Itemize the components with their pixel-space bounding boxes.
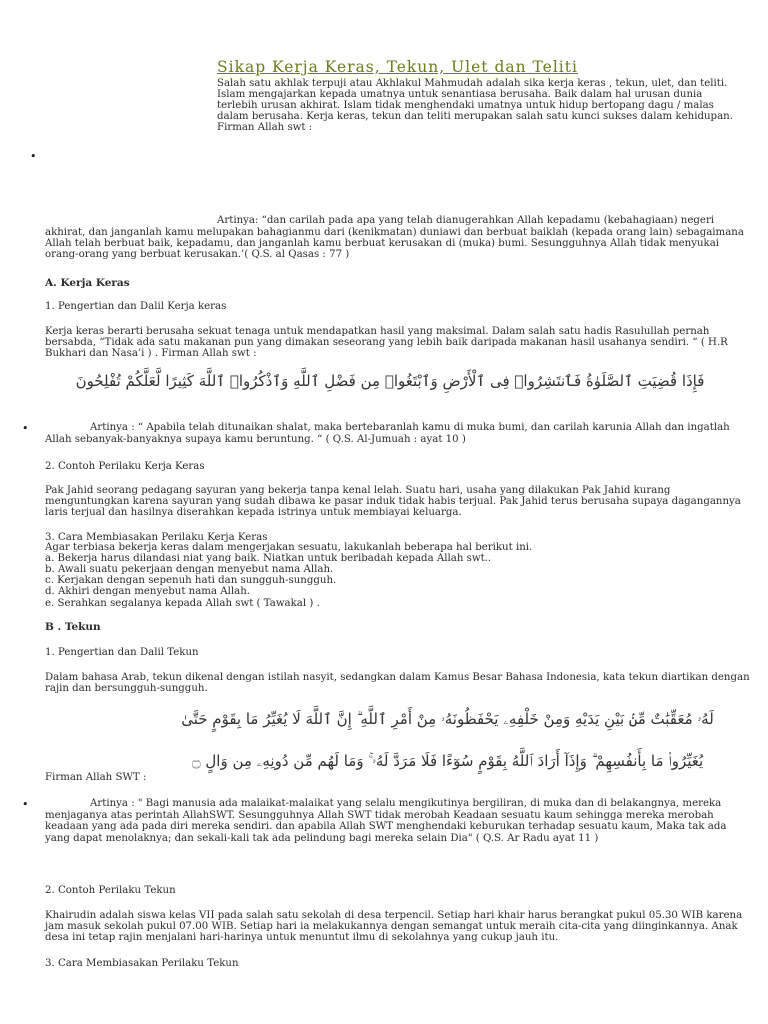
intro-line: dalam berusaha. Kerja keras, tekun dan teliti merupakan salah satu kunci sukses dalam kehidupan.: [217, 111, 733, 122]
translation-line: Allah sebanyak-banyaknya supaya kamu beruntung. “ ( Q.S. Al-Jumuah : ayat 10 ): [45, 434, 466, 445]
subsection-heading: 3. Cara Membiasakan Perilaku Kerja Keras: [45, 532, 268, 543]
intro-line: Islam mengajarkan kepada umatnya untuk senantiasa berusaha. Baik dalam hal urusan dunia: [217, 89, 703, 100]
firman-label: Firman Allah SWT :: [45, 772, 147, 783]
subsection-heading: 2. Contoh Perilaku Kerja Keras: [45, 461, 205, 472]
paragraph-line: Kerja keras berarti berusaha sekuat tenaga untuk mendapatkan hasil yang maksimal. Dalam salah satu hadis Rasulullah pernah: [45, 326, 710, 337]
translation-line: Artinya : “ Apabila telah ditunaikan shalat, maka bertebaranlah kamu di muka bumi, dan carilah karunia Allah dan ingatlah: [90, 422, 730, 433]
list-item: c. Kerjakan dengan sepenuh hati dan sungguh-sungguh.: [45, 575, 337, 586]
translation-line: Artinya : " Bagi manusia ada malaikat-malaikat yang selalu mengikutinya bergiliran, di muka dan di belakangnya, mereka: [90, 798, 722, 809]
translation-line: Artinya: “dan carilah pada apa yang telah dianugerahkan Allah kepadamu (kebahagiaan) negeri: [217, 215, 715, 226]
paragraph-line: Bukhari dan Nasa’i ) . Firman Allah swt :: [45, 348, 257, 359]
intro-line: terlebih urusan akhirat. Islam tidak menghendaki umatnya untuk hidup bertopang dagu / malas: [217, 100, 714, 111]
translation-line: akhirat, dan janganlah kamu melupakan bahagianmu dari (kenikmatan) duniawi dan berbuat baiklah (kepada orang lain) sebagaimana: [45, 227, 744, 238]
list-item: Agar terbiasa bekerja keras dalam mengerjakan sesuatu, lakukanlah beberapa hal berikut ini.: [45, 542, 533, 553]
arabic-verse-jumuah: فَإِذَا قُضِيَتِ ٱلصَّلَوٰةُ فَٱنتَشِرُوا۟ فِى ٱلْأَرْضِ وَٱبْتَغُوا۟ مِن فَضْلِ ٱللَّهِ وَٱذْكُرُوا۟ ٱللَّهَ كَثِيرًا لَّعَلَّكُمْ تُفْلِحُونَ: [75, 372, 705, 390]
paragraph-line: Pak Jahid seorang pedagang sayuran yang bekerja tanpa kenal lelah. Suatu hari, usaha yang dilakukan Pak Jahid kurang: [45, 485, 671, 496]
list-bullet: •: [30, 150, 37, 163]
translation-line: keadaan yang ada pada diri mereka sendiri. dan apabila Allah SWT menghendaki keburukan terhadap sesuatu kaum, Maka tak ada: [45, 821, 727, 832]
list-bullet: •: [22, 422, 29, 435]
arabic-verse-radu-line: يُغَيِّرُوا۟ مَا بِأَنفُسِهِمْ ۗ وَإِذَآ أَرَادَ ٱللَّهُ بِقَوْمٍ سُوٓءًا فَلَا مَرَدَّ لَهُۥ ۚ وَمَا لَهُم مِّن دُونِهِۦ مِن وَالٍ ۝: [191, 752, 704, 770]
translation-line: Allah telah berbuat baik, kepadamu, dan janganlah kamu berbuat kerusakan di (muka) bumi. Sesungguhnya Allah tidak menyukai: [45, 238, 720, 249]
subsection-heading: 3. Cara Membiasakan Perilaku Tekun: [45, 958, 239, 969]
document-title: Sikap Kerja Keras, Tekun, Ulet dan Teliti: [217, 58, 578, 76]
translation-line: yang dapat menolaknya; dan sekali-kali tak ada pelindung bagi mereka selain Dia" ( Q.S. Ar Radu ayat 11 ): [45, 833, 599, 844]
paragraph-line: jam masuk sekolah pukul 07.00 WIB. Setiap hari ia melakukannya dengan semangat untuk meraih cita-cita yang diinginkannya. Anak: [45, 921, 738, 932]
list-item: d. Akhiri dengan menyebut nama Allah.: [45, 586, 251, 597]
intro-line: Firman Allah swt :: [217, 122, 313, 133]
paragraph-line: menguntungkan karena sayuran yang sudah dibawa ke pasar induk tidak habis terjual. Pak Jahid terus berusaha supaya dagangannya: [45, 496, 741, 507]
paragraph-line: Khairudin adalah siswa kelas VII pada salah satu sekolah di desa terpencil. Setiap hari khair harus berangkat pukul 05.30 WIB karena: [45, 910, 743, 921]
section-heading: A. Kerja Keras: [45, 277, 130, 289]
intro-line: Salah satu akhlak terpuji atau Akhlakul Mahmudah adalah sika kerja keras , tekun, ulet, dan teliti.: [217, 78, 728, 89]
subsection-heading: 1. Pengertian dan Dalil Tekun: [45, 647, 199, 658]
paragraph-line: laris terjual dan hasilnya diserahkan kepada istrinya untuk membiayai keluarga.: [45, 507, 462, 518]
subsection-heading: 1. Pengertian dan Dalil Kerja keras: [45, 301, 227, 312]
list-item: e. Serahkan segalanya kepada Allah swt ( Tawakal ) .: [45, 598, 320, 609]
paragraph-line: rajin dan bersungguh-sungguh.: [45, 683, 208, 694]
list-item: a. Bekerja harus dilandasi niat yang baik. Niatkan untuk beribadah kepada Allah swt..: [45, 553, 492, 564]
paragraph-line: desa ini tetap rajin menjalani hari-harinya untuk menuntut ilmu di sekolahnya yang cukup jauh itu.: [45, 932, 559, 943]
paragraph-line: bersabda, “Tidak ada satu makanan pun yang dimakan seseorang yang lebih baik daripada makanan hasil usahanya sendiri. “ ( H.R: [45, 337, 728, 348]
list-bullet: •: [22, 798, 29, 811]
arabic-verse-radu-line: لَهُۥ مُعَقِّبَٰتٌ مِّنۢ بَيْنِ يَدَيْهِ وَمِنْ خَلْفِهِۦ يَحْفَظُونَهُۥ مِنْ أَمْرِ ٱللَّهِ ۗ إِنَّ ٱللَّهَ لَا يُغَيِّرُ مَا بِقَوْمٍ حَتَّىٰ: [181, 710, 714, 728]
paragraph-line: Dalam bahasa Arab, tekun dikenal dengan istilah nasyit, sedangkan dalam Kamus Besar Bahasa Indonesia, kata tekun diartikan dengan: [45, 672, 750, 683]
list-item: b. Awali suatu pekerjaan dengan menyebut nama Allah.: [45, 564, 334, 575]
translation-line: menjaganya atas perintah AllahSWT. Sesungguhnya Allah SWT tidak merobah Keadaan sesuatu kaum sehingga mereka merobah: [45, 810, 714, 821]
translation-line: orang-orang yang berbuat kerusakan.’( Q.S. al Qasas : 77 ): [45, 249, 350, 260]
section-heading: B . Tekun: [45, 621, 101, 633]
subsection-heading: 2. Contoh Perilaku Tekun: [45, 885, 176, 896]
